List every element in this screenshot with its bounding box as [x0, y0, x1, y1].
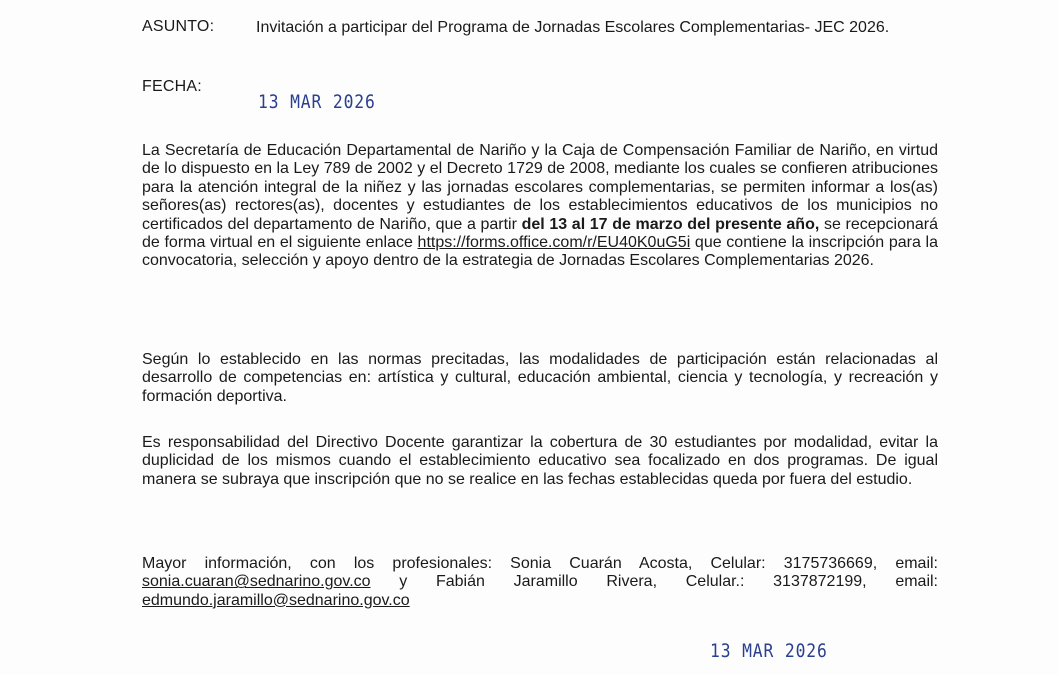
paragraph-invitation-intro: La Secretaría de Educación Departamental de Nariño y la Caja de Compensación Familiar de Nariño, en virtud de lo dispuesto en la Ley 789 de 2002 y el Decreto 1729 de 2008, mediante los cuales se confieren atribuciones para la atención integral de la niñez y las jornadas escolares complementarias, se permiten informar a los(as) señores(as) rectores(as), docentes y estudiantes de los establecimientos educativos de los municipios no certificados del departamento de Nariño, que a partir [142, 142, 938, 233]
paragraph-invitation-middle: se recepcionará de forma virtual en el siguiente enlace [142, 215, 938, 252]
paragraph-contacts-intro: Mayor información, con los profesionales: Sonia Cuarán Acosta, Celular: 3175736669, email: [142, 555, 938, 572]
subject-label: ASUNTO: [142, 18, 215, 35]
paragraph-invitation-end: que contiene la inscripción para la convocatoria, selección y apoyo dentro de la estrategia de Jornadas Escolares Complementarias 2026. [142, 234, 939, 270]
paragraph-contacts [142, 555, 938, 610]
form-link[interactable]: https://forms.office.com/r/EU40K0uG5i [417, 234, 691, 252]
paragraph-modalities: Según lo establecido en las normas precitadas, las modalidades de participación están relacionadas al desarrollo de competencias en: artística y cultural, educación ambiental, ciencia y tecnología, y recreación y formación deportiva. [142, 351, 938, 405]
footer-date-stamp: 13 MAR 2026 [710, 640, 828, 662]
paragraph-invitation-dates: del 13 al 17 de marzo del presente año, [521, 215, 820, 233]
email-link-sonia[interactable]: sonia.cuaran@sednarino.gov.co [142, 573, 371, 591]
paragraph-responsibility: Es responsabilidad del Directivo Docente garantizar la cobertura de 30 estudiantes por modalidad, evitar la duplicidad de los mismos cuando el establecimiento educativo sea focalizado en dos programas. De igual manera se subraya que inscripción que no se realice en las fechas establecidas queda por fuera del estudio. [142, 434, 938, 488]
subject-text: Invitación a participar del Programa de Jornadas Escolares Complementarias- JEC 2026. [256, 19, 890, 36]
paragraph-invitation [142, 142, 938, 271]
date-stamp: 13 MAR 2026 [258, 91, 376, 113]
paragraph-contacts-middle: y Fabián Jaramillo Rivera, Celular.: 3137872199, email: [370, 573, 938, 591]
email-link-edmundo[interactable]: edmundo.jaramillo@sednarino.gov.co [142, 591, 410, 609]
date-label: FECHA: [142, 78, 202, 95]
